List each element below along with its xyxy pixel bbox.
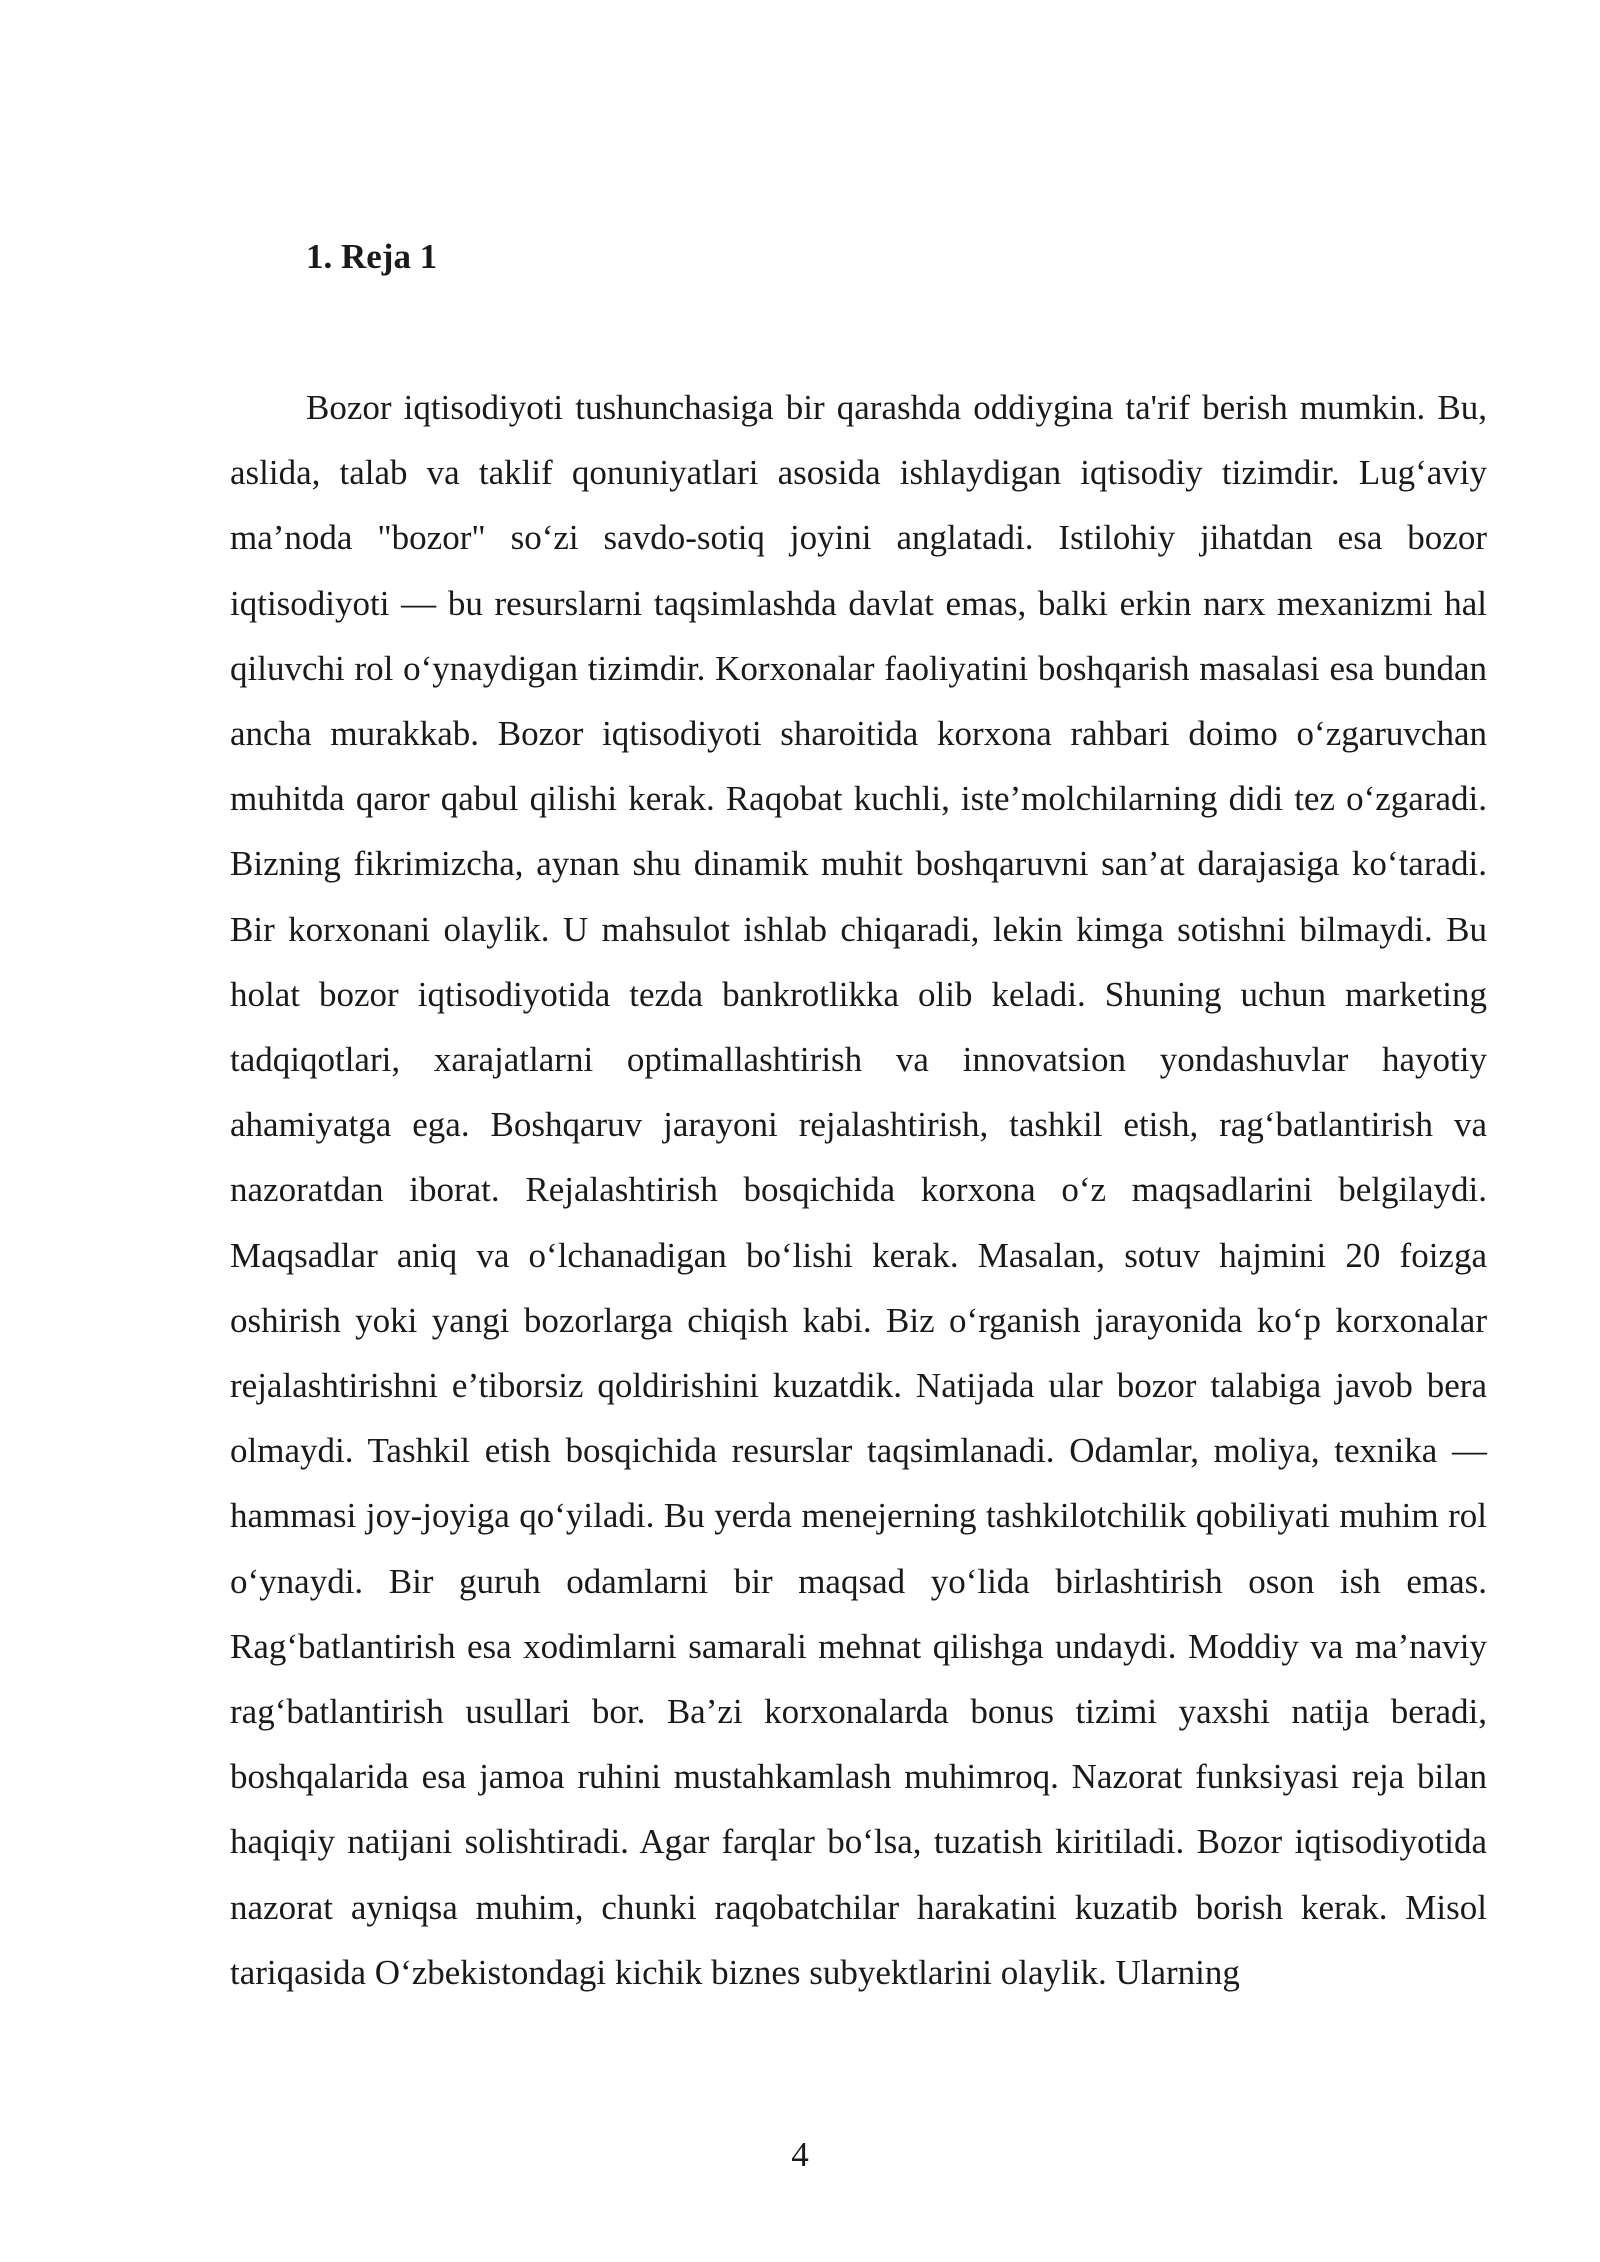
section-heading: 1. Reja 1 — [306, 237, 438, 276]
page-number: 4 — [791, 2135, 809, 2174]
body-paragraph: Bozor iqtisodiyoti tushunchasiga bir qarashda oddiygina ta'rif berish mumkin. Bu, aslida, talab va taklif qonuniyatlari asosida ishlaydigan iqtisodiy tizimdir. Lug‘aviy ma’noda "bozor" so‘zi savdo-sotiq joyini anglatadi. Istilohiy jihatdan esa bozor iqtisodiyoti — bu resurslarni taqsimlashda davlat emas, balki erkin narx mexanizmi hal qiluvchi rol o‘ynaydigan tizimdir. Korxonalar faoliyatini boshqarish masalasi esa bundan ancha murakkab. Bozor iqtisodiyoti sharoitida korxona rahbari doimo o‘zgaruvchan muhitda qaror qabul qilishi kerak. Raqobat kuchli, iste’molchilarning didi tez o‘zgaradi. Bizning fikrimizcha, aynan shu dinamik muhit boshqaruvni san’at darajasiga ko‘taradi. Bir korxonani olaylik. U mahsulot ishlab chiqaradi, lekin kimga sotishni bilmaydi. Bu holat bozor iqtisodiyotida tezda bankrotlikka olib keladi. Shuning uchun marketing tadqiqotlari, xarajatlarni optimallashtirish va innovatsion yondashuvlar hayotiy ahamiyatga ega. Boshqaruv jarayoni rejalashtirish, tashkil etish, rag‘batlantirish va nazoratdan iborat. Rejalashtirish bosqichida korxona o‘z maqsadlarini belgilaydi. Maqsadlar aniq va o‘lchanadigan bo‘lishi kerak. Masalan, sotuv hajmini 20 foizga oshirish yoki yangi bozorlarga chiqish kabi. Biz o‘rganish jarayonida ko‘p korxonalar rejalashtirishni e’tiborsiz qoldirishini kuzatdik. Natijada ular bozor talabiga javob bera olmaydi. Tashkil etish bosqichida resurslar taqsimlanadi. Odamlar, moliya, texnika — hammasi joy-joyiga qo‘yiladi. Bu yerda menejerning tashkilotchilik qobiliyati muhim rol o‘ynaydi. Bir guruh odamlarni bir maqsad yo‘lida birlashtirish oson ish emas. Rag‘batlantirish esa xodimlarni samarali mehnat qilishga undaydi. Moddiy va ma’naviy rag‘batlantirish usullari bor. Ba’zi korxonalarda bonus tizimi yaxshi natija beradi, boshqalarida esa jamoa ruhini mustahkamlash muhimroq. Nazorat funksiyasi reja bilan haqiqiy natijani solishtiradi. Agar farqlar bo‘lsa, tuzatish kiritiladi. Bozor iqtisodiyotida nazorat ayniqsa muhim, chunki raqobatchilar harakatini kuzatib borish kerak. Misol tariqasida O‘zbekistondagi kichik biznes subyektlarini olaylik. Ularning — [230, 388, 1487, 1992]
